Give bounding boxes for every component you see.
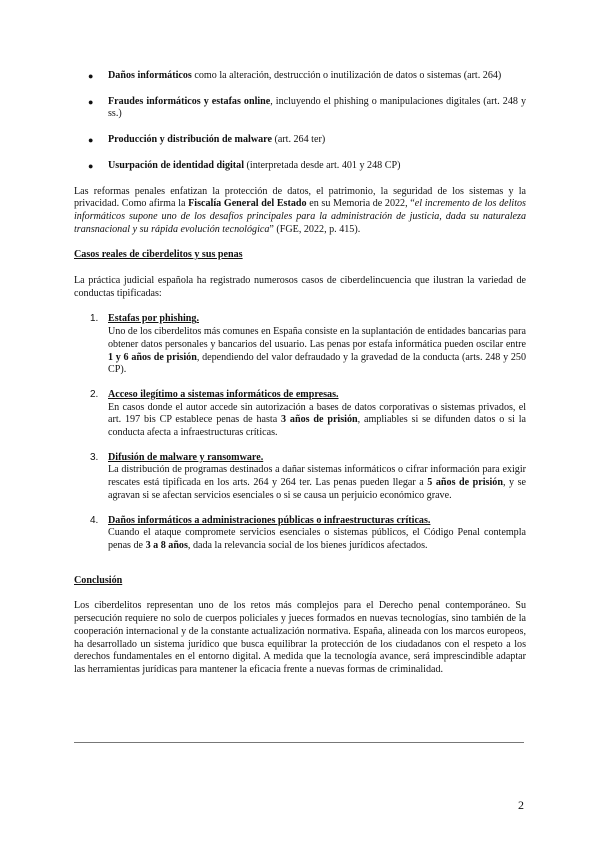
case-bold: 3 años de prisión: [281, 414, 358, 426]
reform-text: Las reformas penales enfatizan la protección de datos, el patrimonio, la seguridad de los sistemas y la privacidad. Como afirma la: [74, 185, 526, 210]
bullet-icon: ●: [88, 135, 94, 146]
case-text: Cuando el ataque compromete servicios esenciales o sistemas públicos, el Código Penal contempla penas de: [108, 527, 526, 551]
bullet-bold: Usurpación de identidad digital: [108, 159, 245, 171]
case-item: [74, 515, 526, 553]
reform-quote: el incremento de los delitos informáticos supone uno de los desafíos principales para la administración de justicia, dada su naturaleza transnacional y su rápida evolución tecnológica: [74, 198, 526, 235]
conclusion-heading: Conclusión: [74, 574, 123, 586]
bullet-icon: ●: [88, 160, 94, 171]
bullet-item: [74, 70, 526, 83]
bullet-text: , incluyendo el phishing o manipulaciones digitales (art. 248 y ss.): [108, 95, 526, 120]
case-text: La distribución de programas destinados a dañar sistemas informáticos o cifrar información para exigir rescates está tipificada en los arts. 264 y 264 ter. Las penas pueden llegar a: [108, 464, 526, 489]
bullet-text: (interpretada desde art. 401 y 248 CP): [244, 159, 401, 171]
case-number: 4.: [90, 514, 99, 526]
case-text: , dada la relevancia social de los bienes jurídicos afectados.: [187, 539, 428, 551]
case-bold: 5 años de prisión: [427, 477, 503, 489]
case-title: Difusión de malware y ransomware.: [108, 451, 264, 463]
cases-intro: La práctica judicial española ha registrado numerosos casos de ciberdelincuencia que ilustran la variedad de conductas tipificadas:: [74, 275, 526, 299]
bullet-bold: Fraudes informáticos y estafas online: [108, 95, 271, 107]
case-number: 2.: [90, 388, 99, 400]
reform-bold: Fiscalía General del Estado: [188, 198, 307, 210]
case-title: Estafas por phishing.: [108, 313, 199, 325]
case-item: [74, 452, 526, 503]
bullet-text: como la alteración, destrucción o inutilización de datos o sistemas (art. 264): [191, 70, 502, 81]
bullet-icon: ●: [88, 71, 94, 81]
bullet-text: (art. 264 ter): [271, 134, 326, 146]
bullet-icon: ●: [88, 96, 94, 107]
case-number: 3.: [90, 451, 99, 463]
bullet-item: [74, 160, 526, 173]
document-page: [74, 70, 526, 677]
case-bold: 3 a 8 años: [145, 539, 188, 551]
case-text: , y se agravan si se afectan servicios esenciales o si se causa un perjuicio económico grave.: [108, 477, 527, 501]
case-text: , ampliables si se difunden datos o si la conducta afecta a infraestructuras críticas.: [108, 414, 526, 439]
bullet-item: [74, 96, 526, 121]
page-number: 2: [518, 798, 524, 812]
cases-heading: Casos reales de ciberdelitos y sus penas: [74, 249, 243, 261]
case-title: Acceso ilegítimo a sistemas informáticos de empresas.: [108, 388, 339, 400]
case-text: , dependiendo del valor defraudado y la gravedad de la conducta (arts. 248 y 250 CP).: [108, 351, 526, 376]
case-title: Daños informáticos a administraciones públicas o infraestructuras críticas.: [108, 514, 431, 526]
case-item: [74, 313, 526, 377]
conclusion-paragraph: Los ciberdelitos representan uno de los retos más complejos para el Derecho penal contemporáneo. Su persecución requiere no solo de cuerpos policiales y jueces formados en nuevas tecnologías, sino también de la cooperación internacional y de la constante actualización normativa. España, alineada con los marcos europeos, ha desarrollado un sistema jurídico que busca equilibrar la protección de los ciudadanos con el respeto a los derechos fundamentales en el entorno digital. A medida que la tecnología avance, será imprescindible adaptar las herramientas jurídicas para mantener la eficacia frente a nuevas formas de criminalidad.: [74, 600, 526, 675]
reform-paragraph: [74, 186, 526, 237]
case-text: En casos donde el autor accede sin autorización a bases de datos corporativas o sistemas privados, el art. 197 bis CP establece penas de hasta: [108, 401, 526, 426]
bullet-bold: Producción y distribución de malware: [108, 134, 272, 146]
reform-text: en su Memoria de 2022, “: [306, 198, 415, 210]
bullet-item: [74, 134, 526, 147]
footer-divider: [74, 742, 524, 743]
bullet-bold: Daños informáticos: [108, 70, 192, 81]
reform-citation: ” (FGE, 2022, p. 415).: [269, 223, 361, 235]
case-text: Uno de los ciberdelitos más comunes en España consiste en la suplantación de entidades bancarias para obtener datos personales y bancarios del usuario. Las penas por estafa informática pueden oscilar entre: [108, 326, 526, 350]
case-number: 1.: [90, 313, 99, 325]
case-item: [74, 389, 526, 440]
case-bold: 1 y 6 años de prisión: [108, 351, 197, 363]
